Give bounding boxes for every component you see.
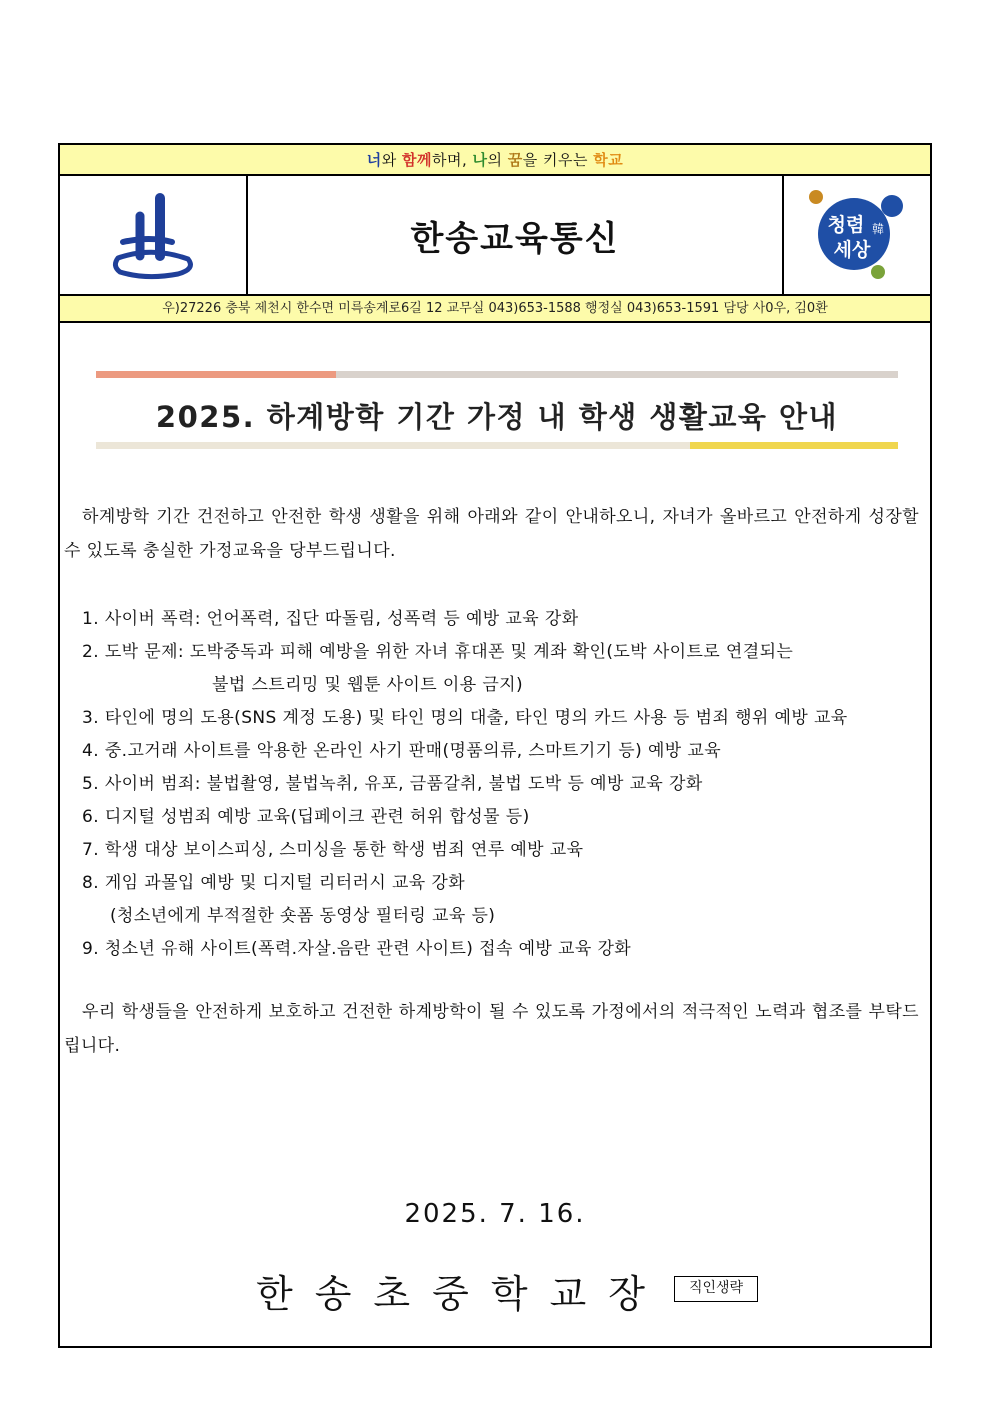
motto-segment: 너 — [366, 151, 382, 169]
newsletter-title: 한송교육통신 — [248, 176, 784, 294]
school-logo — [60, 176, 248, 294]
list-item: 1. 사이버 폭력: 언어폭력, 집단 따돌림, 성폭력 등 예방 교육 강화 — [82, 609, 579, 629]
list-item: (청소년에게 부적절한 숏폼 동영상 필터링 교육 등) — [110, 906, 496, 926]
title-bar-bottom-right — [690, 442, 898, 449]
integrity-emblem — [784, 176, 932, 294]
closing-paragraph: 우리 학생들을 안전하게 보호하고 건전한 하계방학이 될 수 있도록 가정에서의 적극적인 노력과 협조를 부탁드립니다. — [64, 1002, 919, 1056]
school-logo-cell — [60, 176, 248, 294]
emblem-side-text: 韓 — [871, 222, 885, 236]
title-bar-top-right — [336, 371, 898, 378]
list-item: 불법 스트리밍 및 웹툰 사이트 이용 금지) — [212, 675, 524, 695]
title-bar-top-left — [96, 371, 336, 378]
motto-segment: 나 — [472, 151, 488, 169]
school-motto — [60, 145, 930, 176]
document-date: 2025. 7. 16. — [404, 1199, 586, 1229]
motto-segment: 을 키우는 — [522, 151, 594, 169]
list-item: 6. 디지털 성범죄 예방 교육(딥페이크 관련 허위 합성물 등) — [82, 807, 530, 827]
list-item: 3. 타인에 명의 도용(SNS 계정 도용) 및 타인 명의 대출, 타인 명의 카드 사용 등 범죄 행위 예방 교육 — [82, 708, 848, 728]
list-item: 4. 중.고거래 사이트를 악용한 온라인 사기 판매(명품의류, 스마트기기 등) 예방 교육 — [82, 741, 722, 761]
emblem-text-top: 청렴 — [827, 214, 865, 236]
motto-segment: 학교 — [593, 151, 624, 169]
seal-omitted-label: 직인생략 — [674, 1276, 758, 1302]
list-item: 5. 사이버 범죄: 불법촬영, 불법녹취, 유포, 금품갈취, 불법 도박 등 예방 교육 강화 — [82, 774, 703, 794]
motto-segment: 와 — [381, 151, 402, 169]
title-bar-bottom-left — [96, 442, 690, 449]
motto-segment: 함께 — [402, 151, 432, 169]
masthead — [60, 176, 930, 296]
intro-paragraph: 하계방학 기간 건전하고 안전한 학생 생활을 위해 아래와 같이 안내하오니, 자녀가 올바르고 안전하게 성장할 수 있도록 충실한 가정교육을 당부드립니다. — [64, 507, 919, 561]
list-item: 2. 도박 문제: 도박중독과 피해 예방을 위한 자녀 휴대폰 및 계좌 확인(도박 사이트로 연결되는 — [82, 642, 794, 662]
document-frame — [58, 143, 932, 1348]
motto-segment: 의 — [487, 151, 508, 169]
signer-name: 한송초중학교장 — [256, 1272, 667, 1316]
emblem-text-bottom: 세상 — [833, 239, 871, 261]
school-address: 우)27226 충북 제천시 한수면 미륵송계로6길 12 교무실 043)653-1588 행정실 043)653-1591 담당 사0우, 김0환 — [60, 296, 930, 323]
list-item: 9. 청소년 유해 사이트(폭력.자살.음란 관련 사이트) 접속 예방 교육 강화 — [82, 939, 632, 959]
motto-segment: 하며, — [431, 151, 473, 169]
document-title: 2025. 하계방학 기간 가정 내 학생 생활교육 안내 — [155, 400, 839, 434]
list-item: 7. 학생 대상 보이스피싱, 스미싱을 통한 학생 범죄 연루 예방 교육 — [82, 840, 584, 860]
list-item: 8. 게임 과몰입 예방 및 디지털 리터러시 교육 강화 — [82, 873, 466, 893]
motto-segment: 꿈 — [507, 151, 523, 169]
